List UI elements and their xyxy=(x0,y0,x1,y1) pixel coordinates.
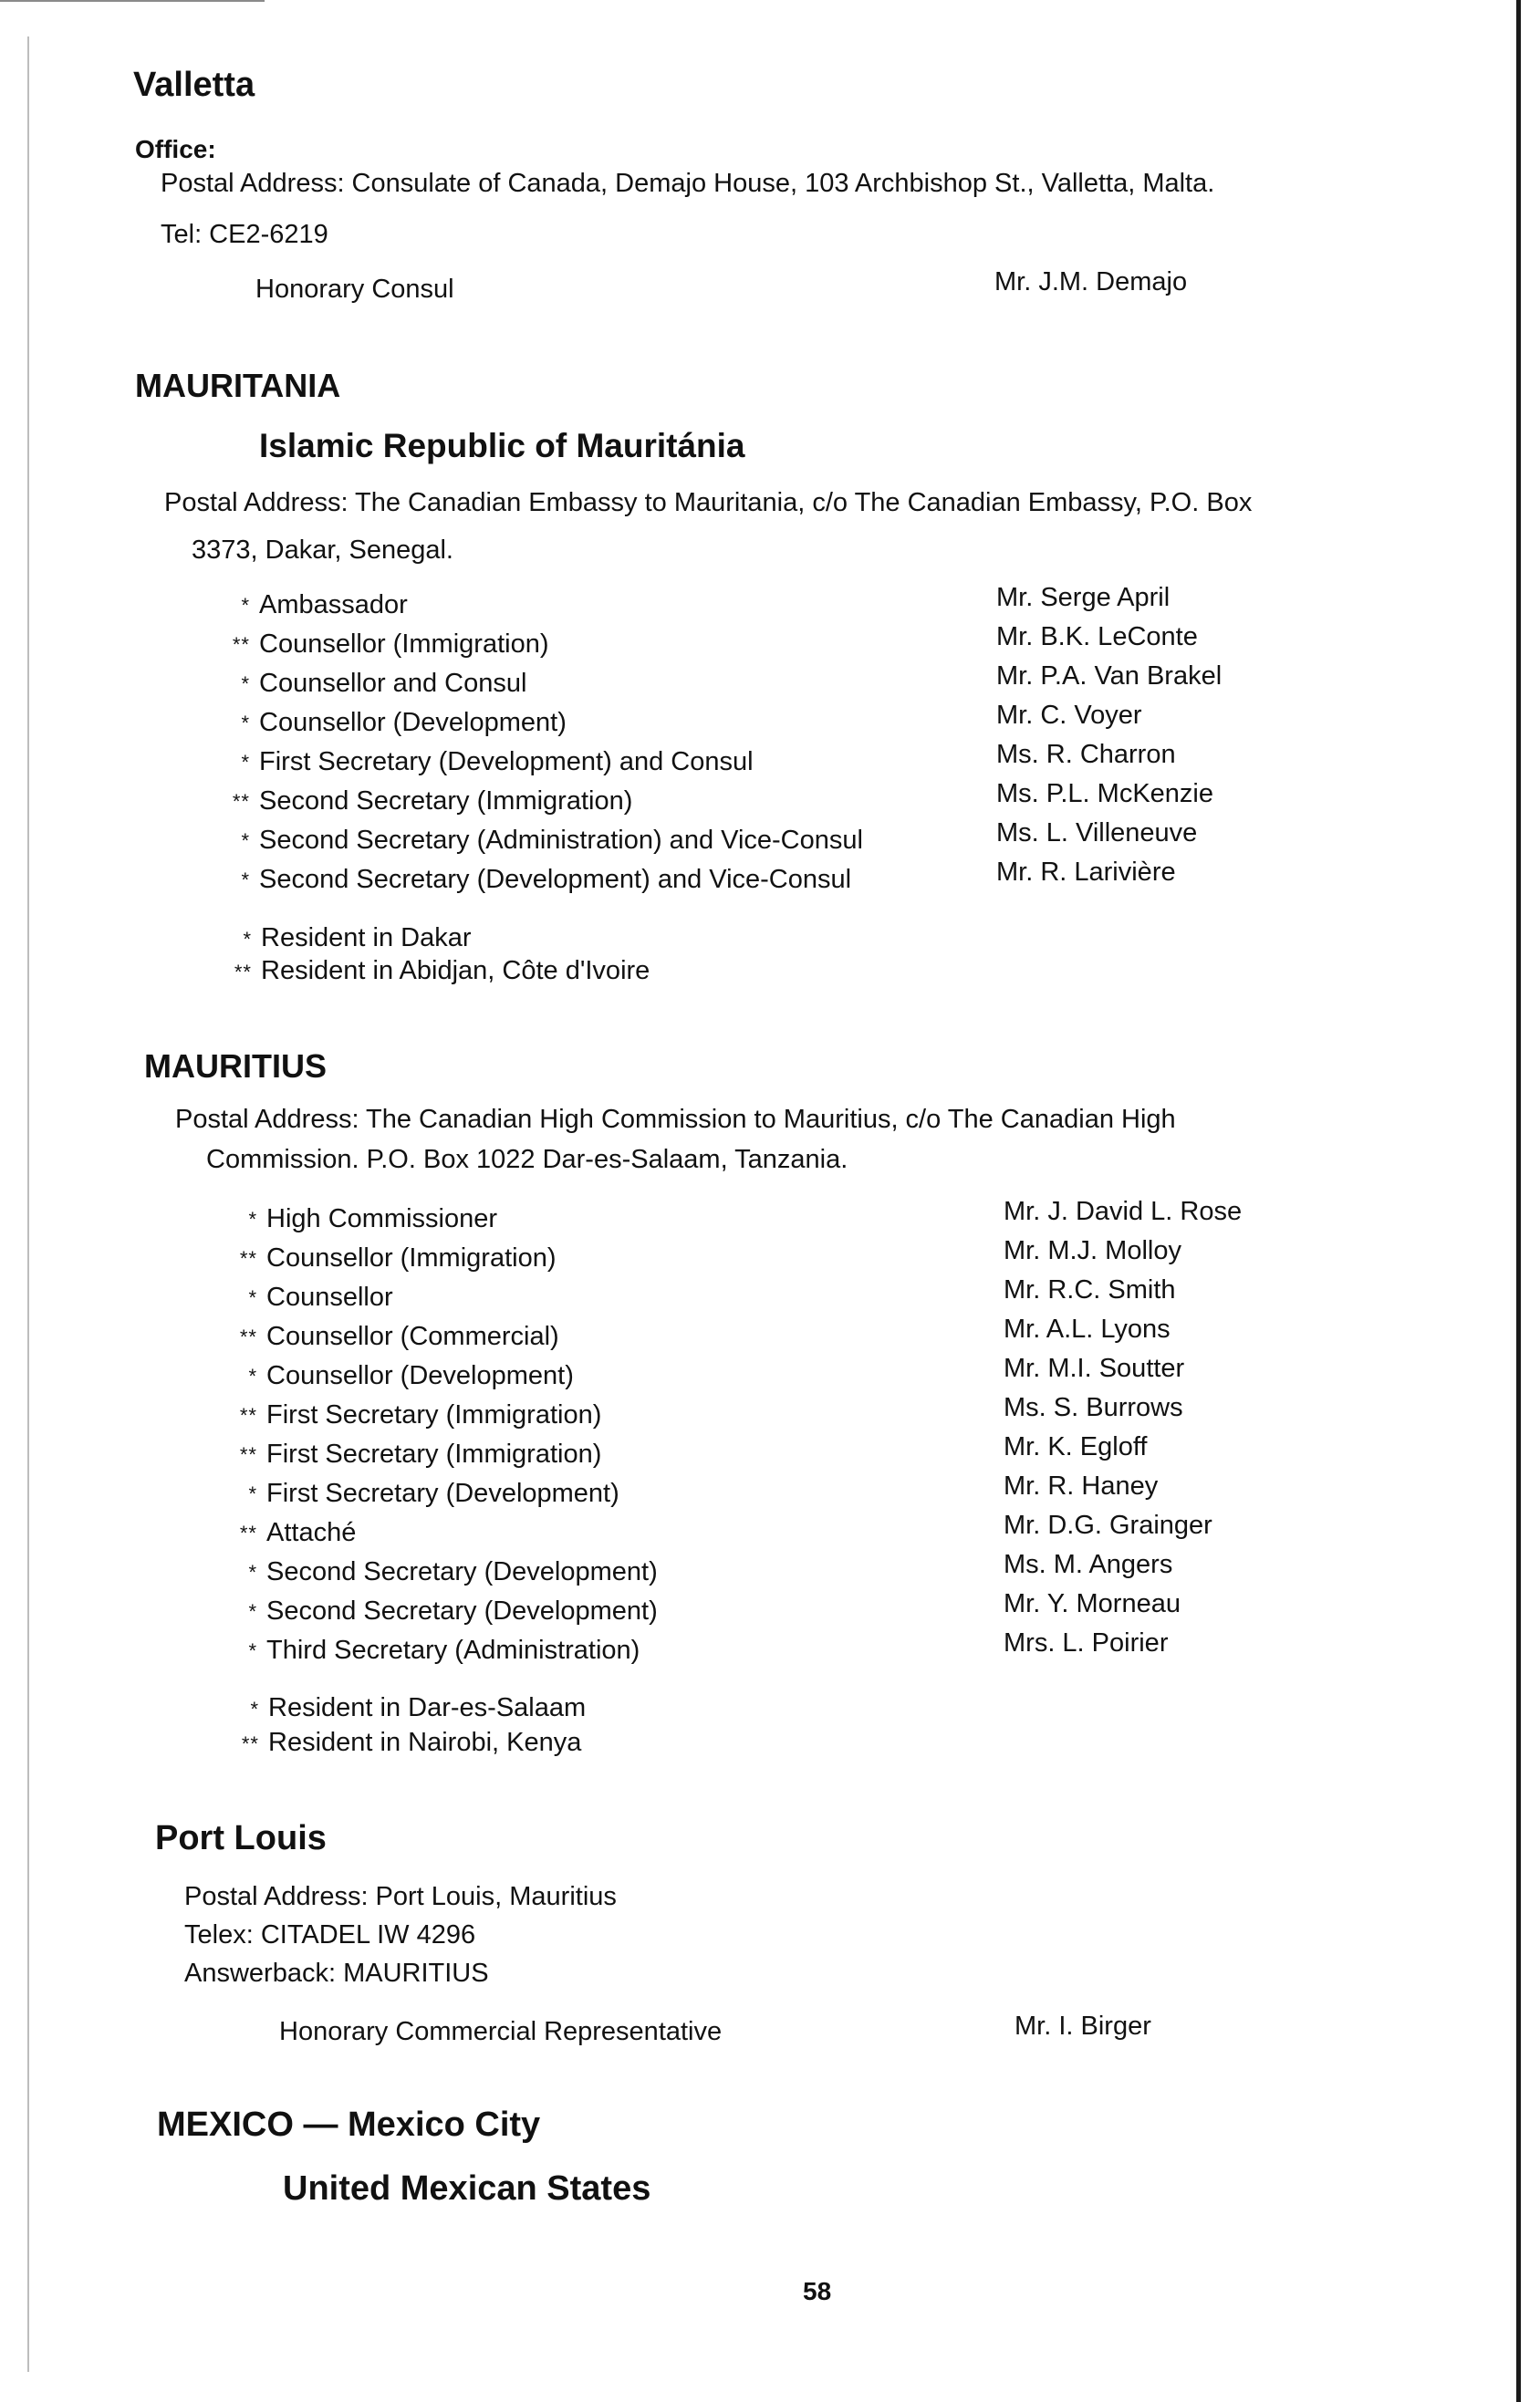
staff-name: Mr. M.J. Molloy xyxy=(1004,1236,1181,1265)
staff-name: Mr. J. David L. Rose xyxy=(1004,1197,1243,1226)
staff-name: Mr. Serge April xyxy=(996,583,1171,612)
staff-row xyxy=(210,740,1487,786)
footnote-mark: ** xyxy=(234,961,252,983)
staff-title: Attaché xyxy=(266,1518,357,1547)
mauritius-heading: MAURITIUS xyxy=(144,1047,327,1085)
staff-name: Mr. Y. Morneau xyxy=(1004,1589,1181,1618)
footnote-text: Resident in Dakar xyxy=(261,923,472,952)
mauritania-heading: MAURITANIA xyxy=(135,367,341,404)
footnote-mark: * xyxy=(241,868,250,891)
footnote-mark: ** xyxy=(239,1247,257,1270)
staff-row xyxy=(217,1471,1494,1518)
staff-row xyxy=(217,1197,1494,1243)
staff-row xyxy=(217,1628,1494,1675)
footnote-mark: * xyxy=(248,1639,257,1662)
footnote-mark: * xyxy=(241,712,250,734)
staff-row xyxy=(217,1315,1494,1361)
staff-name: Mr. B.K. LeConte xyxy=(996,622,1198,651)
page-number: 58 xyxy=(803,2277,832,2305)
staff-title: Counsellor (Immigration) xyxy=(266,1243,557,1273)
footnote-mark: * xyxy=(248,1600,257,1623)
footnote-mark: ** xyxy=(239,1522,257,1544)
footnote-mark: * xyxy=(248,1561,257,1584)
staff-name: Mr. C. Voyer xyxy=(996,701,1142,730)
port-louis-staff-name: Mr. I. Birger xyxy=(1015,2012,1151,2041)
staff-name: Mr. R.C. Smith xyxy=(1004,1275,1176,1305)
footnote-mark: * xyxy=(248,1208,257,1231)
mexico-heading: MEXICO — Mexico City xyxy=(157,2106,541,2144)
staff-title: First Secretary (Development) and Consul xyxy=(259,747,754,776)
staff-name: Ms. M. Angers xyxy=(1004,1550,1173,1579)
valletta-staff-name: Mr. J.M. Demajo xyxy=(994,267,1188,296)
staff-title: Second Secretary (Development) xyxy=(266,1557,658,1586)
staff-title: Counsellor and Consul xyxy=(259,669,527,698)
mauritania-footnote xyxy=(212,923,472,953)
staff-name: Mr. M.I. Soutter xyxy=(1004,1354,1185,1383)
staff-title: High Commissioner xyxy=(266,1204,498,1233)
staff-title: Second Secretary (Immigration) xyxy=(259,786,633,816)
port-louis-answerback: Answerback: MAURITIUS xyxy=(184,1959,489,1988)
staff-row xyxy=(217,1432,1494,1479)
staff-title: Ambassador xyxy=(259,590,408,619)
footnote-mark: ** xyxy=(232,633,250,656)
valletta-staff-title: Honorary Consul xyxy=(255,275,454,304)
port-louis-telex: Telex: CITADEL IW 4296 xyxy=(184,1920,476,1950)
mauritania-postal-line-2: 3373, Dakar, Senegal. xyxy=(192,536,453,565)
staff-row xyxy=(217,1236,1494,1283)
valletta-postal-address: Postal Address: Consulate of Canada, Demajo House, 103 Archbishop St., Valletta, Malta. xyxy=(161,169,1215,198)
staff-row xyxy=(210,858,1487,904)
footnote-mark: ** xyxy=(239,1404,257,1427)
footnote-mark: * xyxy=(243,928,252,951)
staff-name: Mr. R. Larivière xyxy=(996,858,1176,887)
staff-name: Ms. S. Burrows xyxy=(1004,1393,1183,1422)
footnote-mark: * xyxy=(248,1365,257,1388)
mexico-subheading: United Mexican States xyxy=(283,2169,651,2208)
staff-row xyxy=(217,1589,1494,1636)
footnote-mark: ** xyxy=(241,1732,259,1755)
staff-row xyxy=(210,779,1487,826)
staff-name: Mr. K. Egloff xyxy=(1004,1432,1148,1461)
staff-title: Counsellor (Immigration) xyxy=(259,629,549,659)
staff-row xyxy=(217,1275,1494,1322)
footnote-text: Resident in Abidjan, Côte d'Ivoire xyxy=(261,956,650,985)
mauritania-postal-line-1: Postal Address: The Canadian Embassy to Mauritania, c/o The Canadian Embassy, P.O. Box xyxy=(164,488,1253,517)
staff-title: Counsellor xyxy=(266,1283,393,1312)
footnote-mark: * xyxy=(250,1698,259,1721)
staff-name: Mr. D.G. Grainger xyxy=(1004,1511,1212,1540)
staff-title: Second Secretary (Administration) and Vice-Consul xyxy=(259,826,863,855)
staff-name: Mrs. L. Poirier xyxy=(1004,1628,1169,1658)
footnote-mark: ** xyxy=(232,790,250,813)
staff-title: Counsellor (Development) xyxy=(266,1361,574,1390)
footnote-mark: * xyxy=(241,751,250,774)
staff-title: Third Secretary (Administration) xyxy=(266,1636,640,1665)
mauritania-subheading: Islamic Republic of Mauritánia xyxy=(259,427,745,464)
staff-row xyxy=(210,622,1487,669)
footnote-mark: ** xyxy=(239,1443,257,1466)
footnote-mark: * xyxy=(248,1482,257,1505)
footnote-mark: * xyxy=(241,594,250,617)
footnote-mark: ** xyxy=(239,1326,257,1348)
staff-name: Mr. R. Haney xyxy=(1004,1471,1159,1501)
staff-row xyxy=(210,583,1487,629)
footnote-text: Resident in Dar-es-Salaam xyxy=(268,1693,587,1722)
staff-name: Ms. R. Charron xyxy=(996,740,1176,769)
office-label: Office: xyxy=(135,135,216,163)
valletta-heading: Valletta xyxy=(133,66,255,104)
port-louis-staff-title: Honorary Commercial Representative xyxy=(279,2017,723,2046)
staff-title: Second Secretary (Development) xyxy=(266,1596,658,1626)
staff-row xyxy=(210,818,1487,865)
footnote-mark: * xyxy=(241,672,250,695)
valletta-telephone: Tel: CE2-6219 xyxy=(161,220,328,249)
staff-row xyxy=(210,661,1487,708)
mauritius-footnote xyxy=(219,1693,586,1723)
staff-row xyxy=(217,1354,1494,1400)
footnote-mark: * xyxy=(241,829,250,852)
staff-row xyxy=(217,1550,1494,1596)
mauritania-footnote xyxy=(212,956,650,986)
staff-name: Ms. L. Villeneuve xyxy=(996,818,1198,847)
staff-title: Second Secretary (Development) and Vice-Consul xyxy=(259,865,852,894)
staff-row xyxy=(217,1511,1494,1557)
staff-title: Counsellor (Development) xyxy=(259,708,567,737)
staff-title: First Secretary (Development) xyxy=(266,1479,619,1508)
mauritius-postal-line-1: Postal Address: The Canadian High Commission to Mauritius, c/o The Canadian High xyxy=(175,1105,1176,1134)
footnote-mark: * xyxy=(248,1286,257,1309)
staff-name: Ms. P.L. McKenzie xyxy=(996,779,1214,808)
footnote-text: Resident in Nairobi, Kenya xyxy=(268,1728,582,1757)
staff-title: First Secretary (Immigration) xyxy=(266,1440,602,1469)
mauritius-footnote xyxy=(219,1728,581,1758)
staff-row xyxy=(217,1393,1494,1440)
port-louis-postal-address: Postal Address: Port Louis, Mauritius xyxy=(184,1882,617,1911)
staff-name: Mr. P.A. Van Brakel xyxy=(996,661,1223,691)
port-louis-heading: Port Louis xyxy=(155,1819,327,1857)
staff-row xyxy=(210,701,1487,747)
staff-title: First Secretary (Immigration) xyxy=(266,1400,602,1430)
staff-name: Mr. A.L. Lyons xyxy=(1004,1315,1171,1344)
staff-title: Counsellor (Commercial) xyxy=(266,1322,559,1351)
mauritius-postal-line-2: Commission. P.O. Box 1022 Dar-es-Salaam, Tanzania. xyxy=(206,1145,848,1174)
